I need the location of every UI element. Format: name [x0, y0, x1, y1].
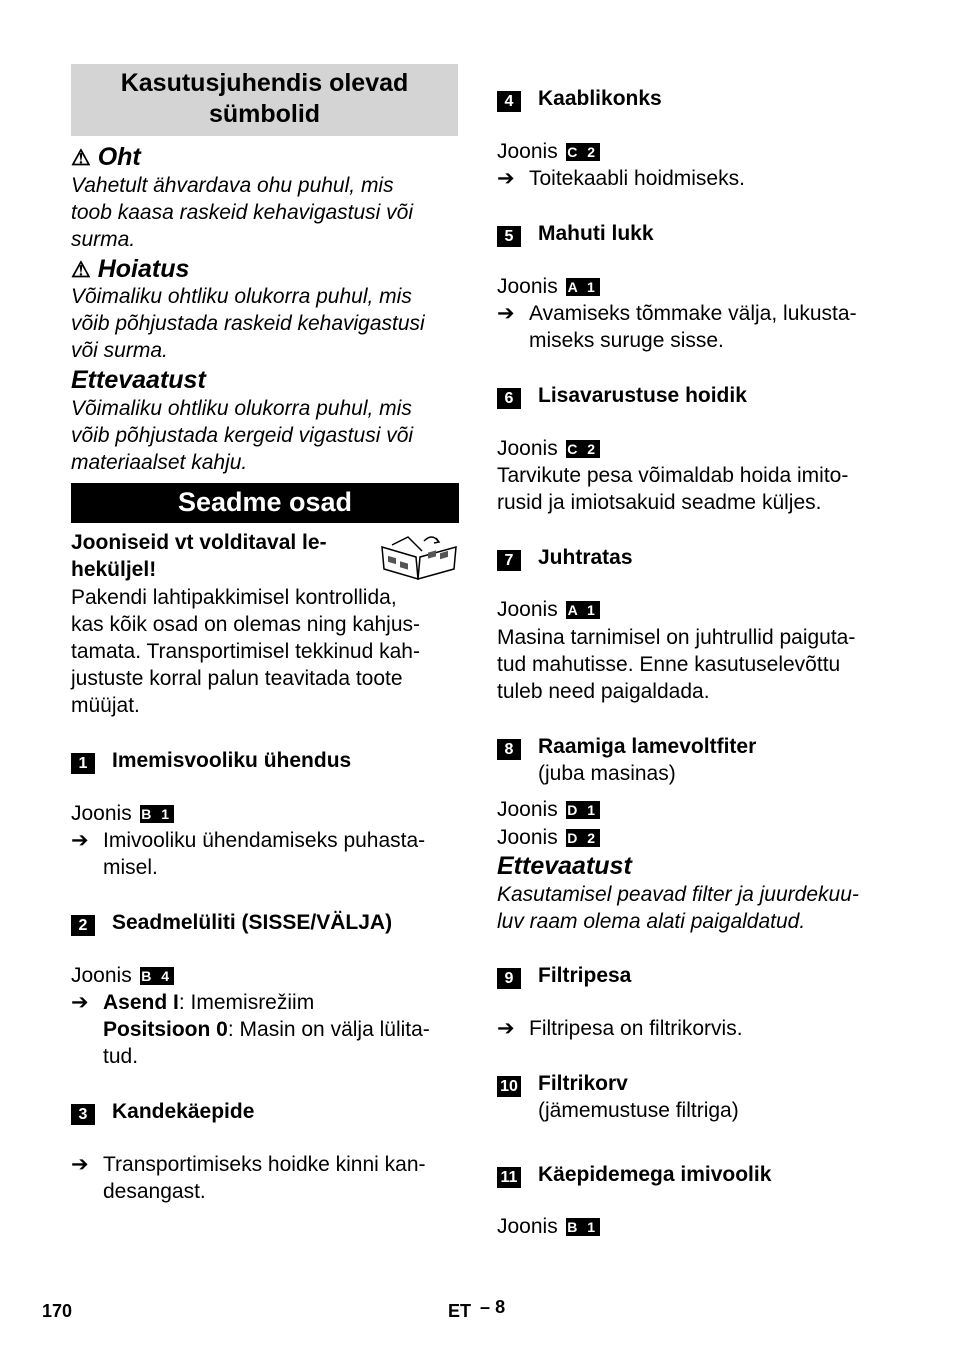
figure-ref: Joonis D 2 [497, 826, 599, 849]
figure-ref: Joonis B 1 [497, 1215, 599, 1238]
part-number-3: 3 [71, 1104, 95, 1125]
part-title-11: Käepidemega imivoolik [538, 1163, 772, 1186]
arrow-right-icon: ➔ [71, 991, 89, 1014]
figure-ref: Joonis C 2 [497, 437, 599, 460]
part-text-7: Masina tarnimisel on juhtrullid paiguta- tud mahutisse. Enne kasutuselevõttu tuleb need paigaldada. [497, 626, 856, 703]
part-number-1: 1 [71, 753, 95, 774]
figure-badge: B 4 [141, 968, 173, 984]
part-title-5: Mahuti lukk [538, 222, 654, 245]
part-desc-5: Avamiseks tõmmake välja, lukusta- miseks suruge sisse. [529, 302, 857, 352]
manual-book-icon [378, 533, 460, 583]
warning-triangle-icon: ⚠ [71, 257, 91, 282]
part-desc-2: Asend I: Imemisrežiim Positsioon 0: Masin on välja lülita- tud. [103, 991, 430, 1068]
caution-heading-8: Ettevaatust [497, 852, 632, 880]
figure-badge: B 1 [567, 1219, 599, 1235]
part-number-11: 11 [497, 1167, 521, 1188]
part-number-4: 4 [497, 91, 521, 112]
intro-text: Pakendi lahtipakkimisel kontrollida, kas kõik osad on olemas ning kahjus- tamata. Transportimisel tekkinud kah- justuste korral palun teavitada toote müüjat. [71, 586, 421, 717]
warning-triangle-icon: ⚠ [71, 145, 91, 170]
figure-badge: C 2 [567, 441, 599, 457]
arrow-right-icon: ➔ [497, 1017, 515, 1040]
part-title-4: Kaablikonks [538, 87, 662, 110]
figure-ref: Joonis D 1 [497, 798, 599, 821]
symbols-heading: Kasutusjuhendis olevad sümbolid [71, 64, 458, 136]
footer-language: ET – 8 [448, 1297, 506, 1321]
part-title-10: Filtrikorv [538, 1072, 628, 1095]
part-desc-4: Toitekaabli hoidmiseks. [529, 167, 745, 190]
part-title-3: Kandekäepide [112, 1100, 255, 1123]
parts-heading: Seadme osad [71, 483, 459, 523]
oht-heading: ⚠ Oht [71, 143, 141, 171]
part-number-5: 5 [497, 226, 521, 247]
part-sub-10: (jämemustuse filtriga) [538, 1099, 739, 1122]
arrow-right-icon: ➔ [497, 167, 515, 190]
part-desc-9: Filtripesa on filtrikorvis. [529, 1017, 743, 1040]
ettevaatust-heading: Ettevaatust [71, 366, 206, 394]
figure-badge: C 2 [567, 144, 599, 160]
figure-ref: Joonis B 4 [71, 964, 173, 987]
figure-badge: D 1 [567, 802, 599, 818]
part-number-8: 8 [497, 739, 521, 760]
part-title-9: Filtripesa [538, 964, 632, 987]
part-number-7: 7 [497, 550, 521, 571]
part-title-1: Imemisvooliku ühendus [112, 749, 352, 772]
figure-ref: Joonis A 1 [497, 598, 598, 621]
part-desc-3: Transportimiseks hoidke kinni kan- desangast. [103, 1153, 426, 1203]
part-title-2: Seadmelüliti (SISSE/VÄLJA) [112, 911, 393, 934]
ettevaatust-text: Võimaliku ohtliku olukorra puhul, mis võib põhjustada kergeid vigastusi või materiaalset kahju. [71, 397, 414, 474]
oht-text: Vahetult ähvardava ohu puhul, mis toob kaasa raskeid kehavigastusi või surma. [71, 174, 414, 251]
caution-text-8: Kasutamisel peavad filter ja juurdekuu- luv raam olema alati paigaldatud. [497, 883, 859, 933]
figure-badge: A 1 [567, 602, 598, 618]
figure-ref: Joonis B 1 [71, 802, 173, 825]
figure-ref: Joonis A 1 [497, 275, 598, 298]
arrow-right-icon: ➔ [71, 1153, 89, 1176]
hoiatus-text: Võimaliku ohtliku olukorra puhul, mis võib põhjustada raskeid kehavigastusi või surma. [71, 285, 425, 362]
figure-ref: Joonis C 2 [497, 140, 599, 163]
intro-bold: Jooniseid vt volditaval le- heküljel! [71, 531, 327, 581]
part-text-6: Tarvikute pesa võimaldab hoida imito- rusid ja imiotsakuid seadme küljes. [497, 464, 849, 514]
part-title-7: Juhtratas [538, 546, 633, 569]
figure-badge: D 2 [567, 830, 599, 846]
arrow-right-icon: ➔ [71, 829, 89, 852]
figure-badge: B 1 [141, 806, 173, 822]
part-sub-8: (juba masinas) [538, 762, 676, 785]
page-number: 170 [42, 1301, 73, 1321]
arrow-right-icon: ➔ [497, 302, 515, 325]
part-title-8: Raamiga lamevoltfiter [538, 735, 757, 758]
part-number-10: 10 [497, 1076, 521, 1097]
part-desc-1: Imivooliku ühendamiseks puhasta- misel. [103, 829, 426, 879]
part-title-6: Lisavarustuse hoidik [538, 384, 747, 407]
figure-badge: A 1 [567, 279, 598, 295]
part-number-6: 6 [497, 388, 521, 409]
part-number-9: 9 [497, 968, 521, 989]
part-number-2: 2 [71, 915, 95, 936]
hoiatus-heading: ⚠ Hoiatus [71, 255, 190, 283]
